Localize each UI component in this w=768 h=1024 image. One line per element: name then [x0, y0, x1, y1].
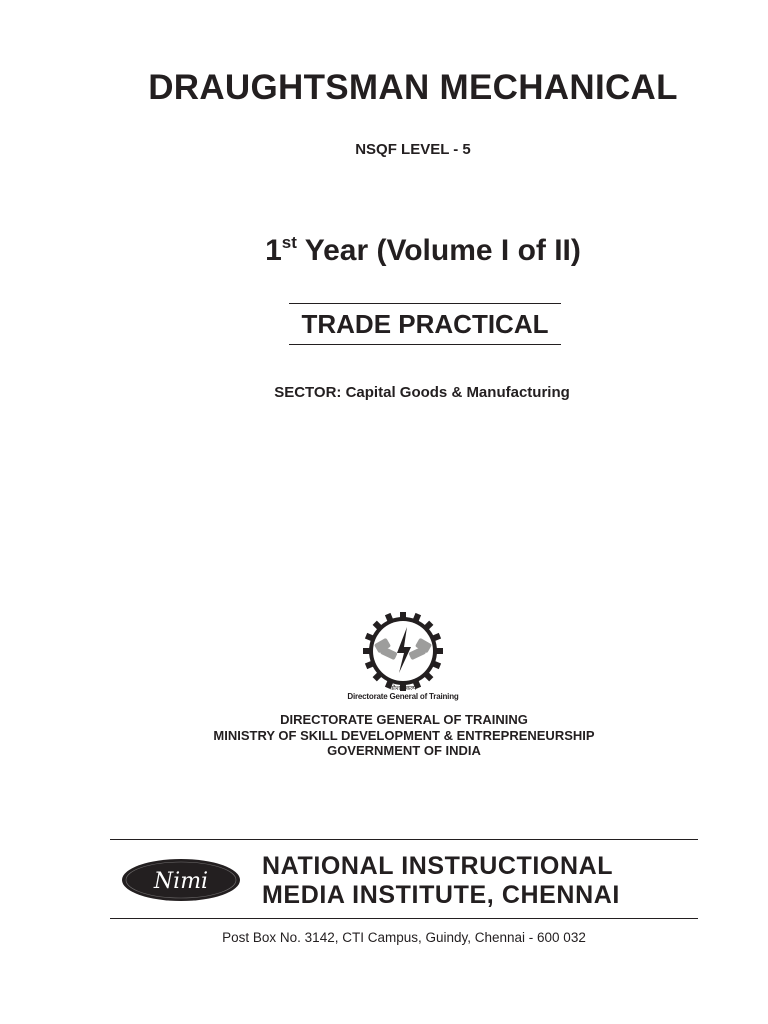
nsqf-level: NSQF LEVEL - 5: [355, 141, 471, 158]
year-volume-text: Year (Volume I of II): [296, 234, 581, 267]
sector-line: SECTOR: Capital Goods & Manufacturing: [274, 384, 570, 401]
trade-bottom-rule: [289, 344, 561, 345]
publisher-top-rule: [110, 839, 698, 840]
year-number: 1: [265, 234, 282, 267]
volume-heading: [0, 234, 768, 268]
org-directorate: DIRECTORATE GENERAL OF TRAINING: [280, 712, 528, 727]
nimi-logo-icon: [121, 858, 241, 902]
publisher-name-line-1: NATIONAL INSTRUCTIONAL: [262, 852, 614, 880]
org-ministry: MINISTRY OF SKILL DEVELOPMENT & ENTREPRENEURSHIP: [213, 728, 595, 743]
publisher-address: Post Box No. 3142, CTI Campus, Guindy, Chennai - 600 032: [222, 930, 586, 945]
dgt-hindi-text: कौशल कल्प: [389, 686, 417, 692]
trade-top-rule: [289, 303, 561, 304]
year-ordinal-suffix: st: [281, 233, 297, 252]
publisher-name-line-2: MEDIA INSTITUTE, CHENNAI: [262, 881, 620, 909]
publisher-bottom-rule: [110, 918, 698, 919]
document-title: DRAUGHTSMAN MECHANICAL: [148, 68, 678, 107]
subject-heading: TRADE PRACTICAL: [301, 309, 549, 339]
dgt-logo-caption: Directorate General of Training: [347, 692, 459, 701]
org-government: GOVERNMENT OF INDIA: [327, 743, 481, 758]
nimi-logo-text: Nimi: [153, 869, 209, 894]
dgt-gear-emblem-icon: [358, 612, 448, 692]
